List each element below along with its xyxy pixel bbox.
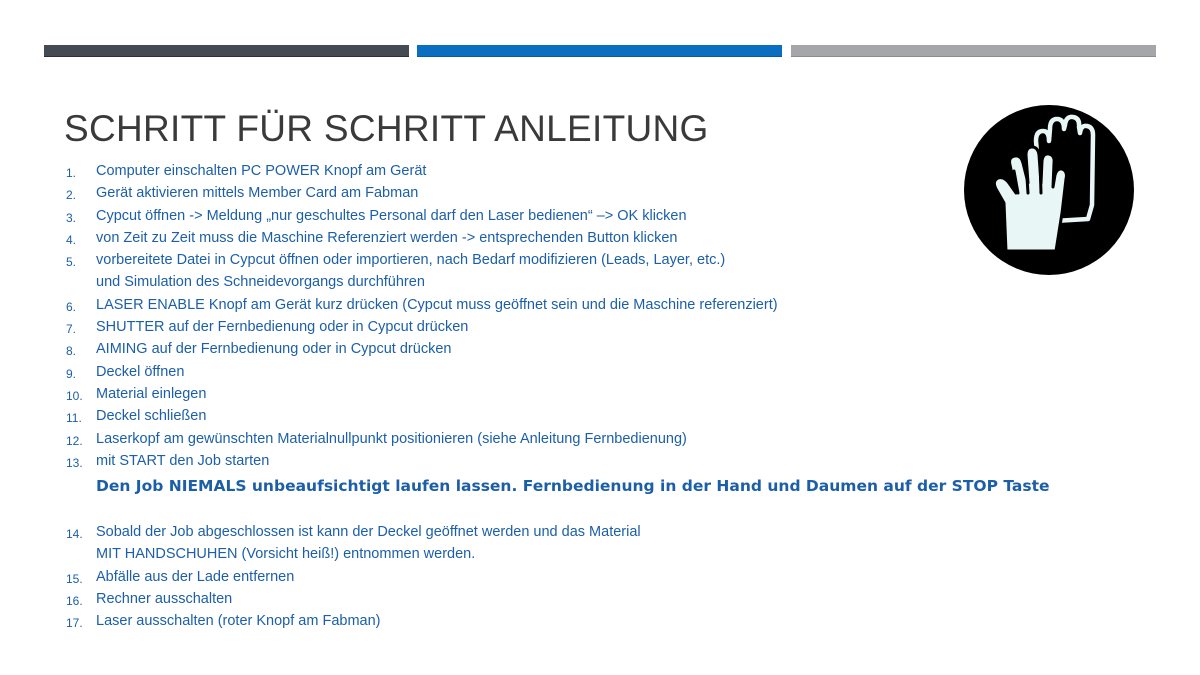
slide-title: SCHRITT FÜR SCHRITT ANLEITUNG	[64, 108, 709, 149]
step-text: Laserkopf am gewünschten Materialnullpunkt positionieren (siehe Anleitung Fernbedienung)	[96, 430, 687, 447]
list-item	[0, 430, 1140, 452]
step-number: 13.	[66, 455, 83, 470]
step-number: 6.	[66, 299, 77, 314]
list-item	[0, 568, 1140, 590]
step-text: Gerät aktivieren mittels Member Card am Fabman	[96, 185, 419, 202]
list-item	[0, 162, 1140, 184]
list-item	[0, 363, 1140, 385]
list-item-continuation	[0, 545, 1140, 567]
step-number: 2.	[66, 188, 77, 203]
step-number: 15.	[66, 571, 83, 586]
step-text: Abfälle aus der Lade entfernen	[96, 568, 295, 585]
step-number: 1.	[66, 166, 77, 180]
step-text: SHUTTER auf der Fernbedienung oder in Cypcut drücken	[96, 319, 469, 336]
list-item	[0, 590, 1140, 612]
list-item	[0, 184, 1140, 206]
list-item	[0, 385, 1140, 407]
step-text: Sobald der Job abgeschlossen ist kann der Deckel geöffnet werden und das Material	[96, 524, 641, 541]
step-text: von Zeit zu Zeit muss die Maschine Referenziert werden -> entsprechenden Button klicken	[96, 229, 678, 246]
step-list	[0, 162, 1140, 635]
step-number: 8.	[66, 344, 77, 359]
list-item	[0, 407, 1140, 429]
list-item	[0, 251, 1140, 273]
step-number: 3.	[66, 210, 77, 225]
step-number: 10.	[66, 388, 83, 403]
step-text: Material einlegen	[96, 385, 207, 402]
warning-row	[0, 474, 1140, 523]
list-item	[0, 229, 1140, 251]
step-number: 14.	[66, 527, 83, 542]
step-text: Cypcut öffnen -> Meldung „nur geschultes Personal darf den Laser bedienen“ –> OK klicken	[96, 207, 687, 224]
safety-warning: Den Job NIEMALS unbeaufsichtigt laufen lassen. Fernbedienung in der Hand und Daumen auf der STOP Taste	[96, 477, 1050, 496]
list-item	[0, 452, 1140, 474]
step-number: 11.	[66, 411, 82, 426]
step-text: Rechner ausschalten	[96, 591, 233, 608]
step-text: Computer einschalten PC POWER Knopf am Gerät	[96, 163, 427, 179]
step-text: mit START den Job starten	[96, 452, 270, 469]
step-text: LASER ENABLE Knopf am Gerät kurz drücken (Cypcut muss geöffnet sein und die Maschine referenziert)	[96, 296, 778, 313]
step-text-continuation: MIT HANDSCHUHEN (Vorsicht heiß!) entnommen werden.	[96, 546, 476, 563]
list-item	[0, 612, 1140, 634]
step-number: 16.	[66, 594, 83, 609]
step-number: 12.	[66, 433, 83, 448]
step-text-continuation: und Simulation des Schneidevorgangs durchführen	[96, 274, 425, 291]
step-text: Deckel öffnen	[96, 363, 185, 380]
step-text: vorbereitete Datei in Cypcut öffnen oder importieren, nach Bedarf modifizieren (Leads, Layer, etc.)	[96, 252, 726, 269]
header-accent-bars	[44, 45, 1156, 57]
list-item	[0, 318, 1140, 340]
list-item-continuation	[0, 273, 1140, 295]
step-number: 17.	[66, 616, 83, 631]
step-number: 4.	[66, 232, 77, 247]
step-text: Laser ausschalten (roter Knopf am Fabman)	[96, 613, 381, 630]
step-number: 7.	[66, 322, 77, 337]
list-item	[0, 340, 1140, 362]
step-number: 5.	[66, 255, 77, 270]
list-item	[0, 296, 1140, 318]
list-item	[0, 523, 1140, 545]
accent-bar-gray	[791, 45, 1156, 57]
list-item	[0, 207, 1140, 229]
step-number: 9.	[66, 366, 77, 381]
accent-bar-blue	[417, 45, 782, 57]
step-text: Deckel schließen	[96, 408, 207, 425]
accent-bar-dark	[44, 45, 409, 57]
step-text: AIMING auf der Fernbedienung oder in Cypcut drücken	[96, 341, 452, 358]
